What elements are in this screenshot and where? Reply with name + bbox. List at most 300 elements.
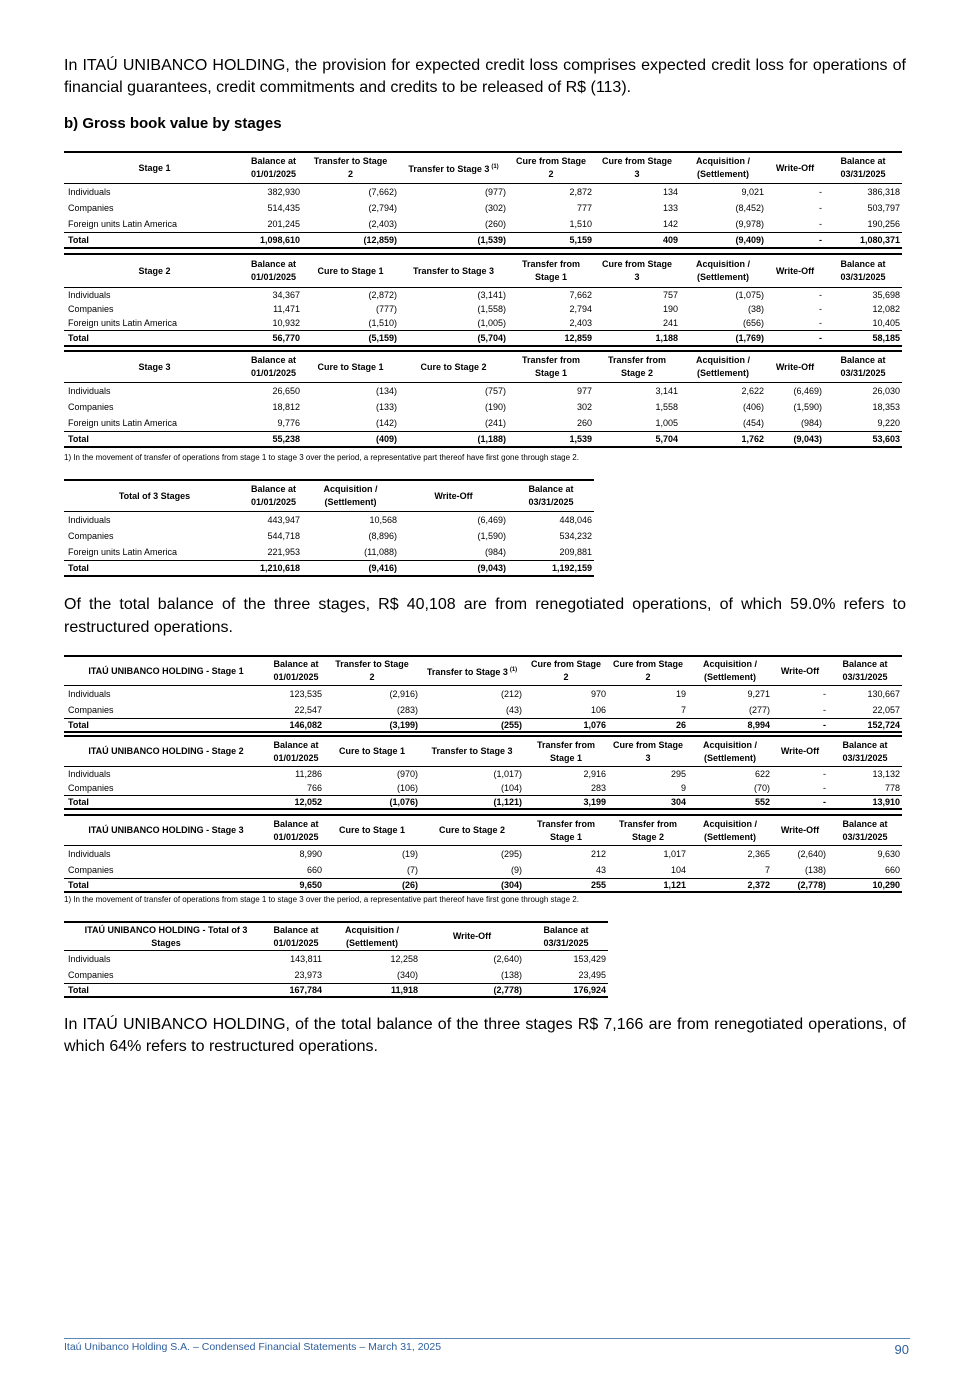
value-cell: 2,916 — [583, 768, 606, 779]
column-header-text: Balance at 03/31/2025 — [528, 484, 574, 507]
row-label: Companies — [68, 401, 114, 412]
value-cell: 9,776 — [277, 417, 300, 428]
footnote-marker: (1) — [509, 666, 518, 673]
value-cell: 18,353 — [872, 401, 900, 412]
column-header-text: Cure to Stage 1 — [317, 265, 384, 276]
column-header — [766, 151, 824, 184]
value-cell: 2,794 — [569, 303, 592, 314]
value-cell: (104) — [500, 782, 522, 793]
column-header — [824, 350, 902, 383]
total-row — [64, 560, 594, 577]
table-row — [64, 967, 608, 983]
column-header-text: Transfer from Stage 2 — [607, 355, 667, 378]
table-header — [64, 151, 902, 184]
column-header — [828, 655, 902, 686]
total-row-label: Total — [64, 431, 245, 448]
value-cell: 660 — [306, 864, 322, 875]
table-header — [64, 655, 902, 686]
column-header — [688, 735, 772, 767]
value-cell: 26,650 — [272, 385, 300, 396]
total-value-cell: 26 — [608, 718, 688, 733]
column-header-text: Balance at 03/31/2025 — [840, 259, 886, 282]
column-header-text: Stage 3 — [138, 361, 171, 372]
value-cell: (106) — [396, 782, 418, 793]
total-row-label: Total — [64, 795, 268, 810]
value-cell: (2,916) — [389, 688, 418, 699]
column-header — [608, 655, 688, 686]
table-row — [64, 200, 902, 216]
column-header-text: Write-Off — [780, 665, 820, 676]
column-header-text: Balance at 03/31/2025 — [840, 156, 886, 179]
footer-text: Itaú Unibanco Holding S.A. – Condensed Financial Statements – March 31, 2025 — [64, 1341, 442, 1353]
value-cell: 43 — [595, 864, 606, 875]
total-value-cell: (9,409) — [680, 232, 766, 249]
value-cell: (2,794) — [368, 202, 397, 213]
column-header — [64, 655, 268, 686]
column-header-text: Cure from Stage 3 — [612, 739, 683, 763]
total-row — [64, 878, 902, 893]
total-row-label: Total — [64, 560, 245, 577]
row-label: Companies — [68, 530, 114, 541]
column-header-text: Acquisition / (Settlement) — [703, 818, 757, 842]
header-row — [64, 253, 902, 288]
column-header-text: Cure to Stage 2 — [438, 825, 505, 835]
value-cell: (3,141) — [477, 289, 506, 300]
total-row-label: Total — [64, 983, 268, 998]
value-cell: 13,132 — [872, 768, 900, 779]
column-header — [324, 655, 420, 686]
column-header-text: Balance at 03/31/2025 — [842, 818, 888, 842]
column-header — [828, 735, 902, 767]
header-row — [64, 814, 902, 846]
data-table — [64, 921, 608, 998]
value-cell: (9) — [511, 864, 522, 875]
total-value-cell: (9,416) — [302, 560, 399, 577]
value-cell: (1,590) — [793, 401, 822, 412]
table-row — [64, 302, 902, 316]
total-value-cell: 1,188 — [594, 330, 680, 347]
value-cell: - — [823, 704, 826, 715]
value-cell: - — [823, 688, 826, 699]
row-label: Companies — [68, 864, 114, 875]
table-row — [64, 767, 902, 781]
column-header-text: Transfer from Stage 1 — [536, 818, 596, 842]
value-cell: 2,872 — [569, 186, 592, 197]
value-cell: (2,640) — [797, 848, 826, 859]
value-cell: (2,640) — [493, 953, 522, 964]
row-label: Individuals — [68, 768, 111, 779]
table-body — [64, 512, 594, 577]
table-body — [64, 951, 608, 998]
value-cell: 133 — [662, 202, 678, 213]
header-row — [64, 735, 902, 767]
value-cell: 7,662 — [569, 289, 592, 300]
value-cell: 7 — [764, 864, 770, 875]
value-cell: (1,005) — [477, 317, 506, 328]
total-row — [64, 330, 902, 347]
value-cell: 10,405 — [872, 317, 900, 328]
value-cell: (6,469) — [793, 385, 822, 396]
column-header — [524, 814, 608, 846]
total-row — [64, 431, 902, 448]
column-header — [608, 814, 688, 846]
column-header-text: Balance at 03/31/2025 — [543, 924, 589, 948]
footer-rule — [64, 1338, 910, 1339]
total-value-cell: (5,704) — [399, 330, 508, 347]
value-cell: 106 — [590, 704, 606, 715]
column-header — [64, 814, 268, 846]
column-header-text: Acquisition / (Settlement) — [703, 739, 757, 763]
table-header — [64, 253, 902, 288]
value-cell: 970 — [590, 688, 606, 699]
value-cell: 221,953 — [267, 546, 300, 557]
total-value-cell: (304) — [420, 878, 524, 893]
column-header-text: Write-Off — [452, 931, 492, 941]
value-cell: 190 — [662, 303, 678, 314]
column-header — [508, 151, 594, 184]
table-row — [64, 316, 902, 330]
column-header-text: Balance at 01/01/2025 — [250, 156, 297, 179]
column-header — [508, 479, 594, 512]
column-header — [594, 253, 680, 288]
value-cell: 143,811 — [290, 953, 322, 964]
value-cell: (190) — [484, 401, 506, 412]
value-cell: (138) — [500, 969, 522, 980]
total-value-cell: (3,199) — [324, 718, 420, 733]
total-row-label: Total — [64, 718, 268, 733]
column-header-text: ITAÚ UNIBANCO HOLDING - Stage 2 — [88, 746, 244, 756]
total-value-cell: 1,076 — [524, 718, 608, 733]
total-value-cell: 2,372 — [688, 878, 772, 893]
value-cell: 12,082 — [872, 303, 900, 314]
table-row — [64, 415, 902, 431]
value-cell: 283 — [590, 782, 606, 793]
header-row — [64, 151, 902, 184]
table-header — [64, 921, 608, 951]
column-header — [680, 350, 766, 383]
column-header — [302, 479, 399, 512]
row-label: Individuals — [68, 385, 111, 396]
total-value-cell: - — [766, 232, 824, 249]
total-row-label: Total — [64, 232, 245, 249]
value-cell: (38) — [747, 303, 764, 314]
total-value-cell: 58,185 — [824, 330, 902, 347]
total-value-cell: (2,778) — [420, 983, 524, 998]
column-header-text: Cure to Stage 1 — [338, 825, 405, 835]
column-header — [772, 655, 828, 686]
data-table — [64, 151, 902, 249]
column-header — [324, 814, 420, 846]
total-value-cell: 1,762 — [680, 431, 766, 448]
table-body — [64, 383, 902, 448]
column-header — [64, 253, 245, 288]
value-cell: (984) — [800, 417, 822, 428]
column-header-text: Transfer to Stage 3 — [412, 265, 495, 276]
column-header-text: Cure to Stage 2 — [420, 361, 487, 372]
value-cell: 382,930 — [267, 186, 300, 197]
value-cell: (212) — [500, 688, 522, 699]
column-header-text: Acquisition / (Settlement) — [696, 355, 750, 378]
holding-stages-footnote: 1) In the movement of transfer of operations from stage 1 to stage 3 over the period, a representative part thereof have first gone through stage 2. — [64, 895, 579, 904]
total-value-cell: - — [766, 330, 824, 347]
column-header-text: Acquisition / (Settlement) — [345, 924, 399, 948]
total-value-cell: (26) — [324, 878, 420, 893]
value-cell: (142) — [375, 417, 397, 428]
total-value-cell: 1,080,371 — [824, 232, 902, 249]
value-cell: 448,046 — [559, 514, 592, 525]
column-header — [64, 921, 268, 951]
value-cell: 201,245 — [267, 218, 300, 229]
data-table — [64, 253, 902, 347]
value-cell: 9,220 — [877, 417, 900, 428]
value-cell: (19) — [401, 848, 418, 859]
table-row — [64, 686, 902, 702]
value-cell: 22,057 — [872, 704, 900, 715]
column-header — [245, 350, 302, 383]
total-value-cell: 1,121 — [608, 878, 688, 893]
row-label: Individuals — [68, 953, 111, 964]
column-header-text: Cure from Stage 2 — [515, 156, 586, 179]
total-value-cell: 167,784 — [268, 983, 324, 998]
value-cell: 18,812 — [272, 401, 300, 412]
column-header-text: Balance at 01/01/2025 — [273, 659, 319, 682]
total-value-cell: 1,539 — [508, 431, 594, 448]
value-cell: 130,667 — [867, 688, 900, 699]
column-header-text: Balance at 01/01/2025 — [250, 355, 297, 378]
total-value-cell: (2,778) — [772, 878, 828, 893]
value-cell: (133) — [375, 401, 397, 412]
value-cell: 104 — [670, 864, 686, 875]
value-cell: - — [819, 303, 822, 314]
column-header — [302, 253, 399, 288]
value-cell: 10,932 — [272, 317, 300, 328]
column-header — [766, 350, 824, 383]
value-cell: 23,495 — [578, 969, 606, 980]
table-row — [64, 216, 902, 232]
value-cell: (7,662) — [368, 186, 397, 197]
column-header-text: Cure from Stage 2 — [612, 659, 683, 682]
value-cell: 1,510 — [569, 218, 592, 229]
table-body — [64, 767, 902, 810]
table-row — [64, 528, 594, 544]
value-cell: 209,881 — [559, 546, 592, 557]
column-header — [268, 735, 324, 767]
total-value-cell: 11,918 — [324, 983, 420, 998]
column-header-text: Transfer from Stage 1 — [521, 259, 581, 282]
column-header — [680, 253, 766, 288]
value-cell: 23,973 — [294, 969, 322, 980]
value-cell: (9,978) — [735, 218, 764, 229]
value-cell: 2,403 — [569, 317, 592, 328]
stage-2-table — [64, 253, 902, 347]
column-header — [420, 921, 524, 951]
value-cell: (277) — [748, 704, 770, 715]
value-cell: (970) — [396, 768, 418, 779]
total-row-label: Total — [64, 330, 245, 347]
column-header-text: ITAÚ UNIBANCO HOLDING - Stage 3 — [88, 825, 244, 835]
data-table — [64, 479, 594, 577]
value-cell: 302 — [576, 401, 592, 412]
value-cell: (283) — [396, 704, 418, 715]
total-value-cell: 1,210,618 — [245, 560, 302, 577]
value-cell: 34,367 — [272, 289, 300, 300]
total-value-cell: (9,043) — [399, 560, 508, 577]
value-cell: 260 — [576, 417, 592, 428]
column-header — [245, 479, 302, 512]
column-header — [64, 151, 245, 184]
table-row — [64, 512, 594, 528]
total-value-cell: 55,238 — [245, 431, 302, 448]
total-value-cell: 552 — [688, 795, 772, 810]
stage-3-table — [64, 350, 902, 448]
value-cell: 35,698 — [872, 289, 900, 300]
column-header-text: Balance at 01/01/2025 — [273, 924, 319, 948]
value-cell: - — [819, 186, 822, 197]
column-header — [324, 921, 420, 951]
value-cell: (340) — [396, 969, 418, 980]
column-header — [772, 735, 828, 767]
table-body — [64, 846, 902, 893]
column-header — [268, 814, 324, 846]
total-value-cell: 5,159 — [508, 232, 594, 249]
value-cell: (1,075) — [735, 289, 764, 300]
column-header-text: Balance at 01/01/2025 — [273, 818, 319, 842]
section-heading: b) Gross book value by stages — [64, 115, 282, 132]
column-header-text: Cure from Stage 2 — [530, 659, 601, 682]
value-cell: (7) — [407, 864, 418, 875]
total-value-cell: 146,082 — [268, 718, 324, 733]
table-row — [64, 184, 902, 200]
total-value-cell: (255) — [420, 718, 524, 733]
total-value-cell: 255 — [524, 878, 608, 893]
value-cell: (43) — [505, 704, 522, 715]
column-header-text: Stage 1 — [138, 162, 171, 173]
value-cell: 9,021 — [741, 186, 764, 197]
table-header — [64, 735, 902, 767]
holding-stage-1-table — [64, 655, 902, 733]
value-cell: (1,017) — [493, 768, 522, 779]
table-body — [64, 686, 902, 733]
table-row — [64, 951, 608, 967]
value-cell: (777) — [375, 303, 397, 314]
value-cell: 777 — [576, 202, 592, 213]
intro-paragraph: In ITAÚ UNIBANCO HOLDING, the provision for expected credit loss comprises expected credit loss for operations of financial guarantees, credit commitments and credits to be released of R$ (113). — [64, 57, 906, 96]
column-header — [766, 253, 824, 288]
column-header-text: ITAÚ UNIBANCO HOLDING - Stage 1 — [88, 665, 244, 676]
column-header-text: Acquisition / (Settlement) — [323, 484, 378, 507]
total-value-cell: 56,770 — [245, 330, 302, 347]
value-cell: (1,510) — [368, 317, 397, 328]
value-cell: 26,030 — [872, 385, 900, 396]
value-cell: - — [823, 782, 826, 793]
column-header-text: Cure to Stage 1 — [338, 746, 405, 756]
data-table — [64, 735, 902, 810]
stages-footnote: 1) In the movement of transfer of operations from stage 1 to stage 3 over the period, a representative part thereof have first gone through stage 2. — [64, 453, 579, 462]
total-value-cell: 176,924 — [524, 983, 608, 998]
total-value-cell: 10,290 — [828, 878, 902, 893]
column-header-text: Cure from Stage 3 — [601, 259, 672, 282]
column-header-text: Transfer to Stage 3 — [408, 163, 490, 174]
table-row — [64, 781, 902, 795]
row-label: Foreign units Latin America — [68, 417, 178, 428]
column-header-text: Acquisition / (Settlement) — [703, 659, 757, 682]
value-cell: (134) — [375, 385, 397, 396]
row-label: Individuals — [68, 289, 111, 300]
total-value-cell: (1,121) — [420, 795, 524, 810]
value-cell: - — [819, 289, 822, 300]
stage-1-table — [64, 151, 902, 249]
column-header — [420, 814, 524, 846]
value-cell: 22,547 — [294, 704, 322, 715]
column-header — [245, 253, 302, 288]
column-header — [420, 655, 524, 686]
column-header — [64, 479, 245, 512]
value-cell: - — [819, 218, 822, 229]
renegotiated-paragraph: Of the total balance of the three stages, R$ 40,108 are from renegotiated operations, of which 59.0% refers to restructured operations. — [64, 596, 906, 636]
total-value-cell: (409) — [302, 431, 399, 448]
holding-total-of-3-stages-table — [64, 921, 608, 998]
header-row — [64, 350, 902, 383]
value-cell: 1,005 — [655, 417, 678, 428]
row-label: Foreign units Latin America — [68, 218, 178, 229]
value-cell: (241) — [484, 417, 506, 428]
value-cell: (70) — [753, 782, 770, 793]
total-value-cell: 3,199 — [524, 795, 608, 810]
column-header — [594, 350, 680, 383]
column-header-text: Transfer to Stage 3 — [431, 746, 513, 756]
value-cell: 514,435 — [267, 202, 300, 213]
table-row — [64, 862, 902, 878]
table-header — [64, 479, 594, 512]
value-cell: 977 — [576, 385, 592, 396]
column-header — [524, 921, 608, 951]
value-cell: 9 — [680, 782, 686, 793]
row-label: Companies — [68, 303, 114, 314]
row-label: Foreign units Latin America — [68, 546, 178, 557]
column-header-text: Write-Off — [775, 361, 815, 372]
column-header — [268, 921, 324, 951]
value-cell: 241 — [662, 317, 678, 328]
column-header — [64, 350, 245, 383]
total-value-cell: (5,159) — [302, 330, 399, 347]
value-cell: 2,622 — [741, 385, 764, 396]
value-cell: (302) — [484, 202, 506, 213]
value-cell: 503,797 — [867, 202, 900, 213]
data-table — [64, 655, 902, 733]
total-value-cell: (1,769) — [680, 330, 766, 347]
data-table — [64, 814, 902, 893]
column-header — [399, 479, 508, 512]
value-cell: - — [819, 202, 822, 213]
value-cell: (1,590) — [477, 530, 506, 541]
table-header — [64, 814, 902, 846]
value-cell: 295 — [670, 768, 686, 779]
total-value-cell: 1,098,610 — [245, 232, 302, 249]
total-value-cell: 12,859 — [508, 330, 594, 347]
holding-stage-2-table — [64, 735, 902, 810]
total-value-cell: 152,724 — [828, 718, 902, 733]
total-value-cell: - — [772, 718, 828, 733]
value-cell: 212 — [590, 848, 606, 859]
row-label: Foreign units Latin America — [68, 317, 178, 328]
total-value-cell: 13,910 — [828, 795, 902, 810]
column-header-text: ITAÚ UNIBANCO HOLDING - Total of 3 Stages — [84, 924, 248, 948]
row-label: Companies — [68, 202, 114, 213]
column-header — [594, 151, 680, 184]
total-value-cell: 53,603 — [824, 431, 902, 448]
total-value-cell: 409 — [594, 232, 680, 249]
total-row — [64, 983, 608, 998]
